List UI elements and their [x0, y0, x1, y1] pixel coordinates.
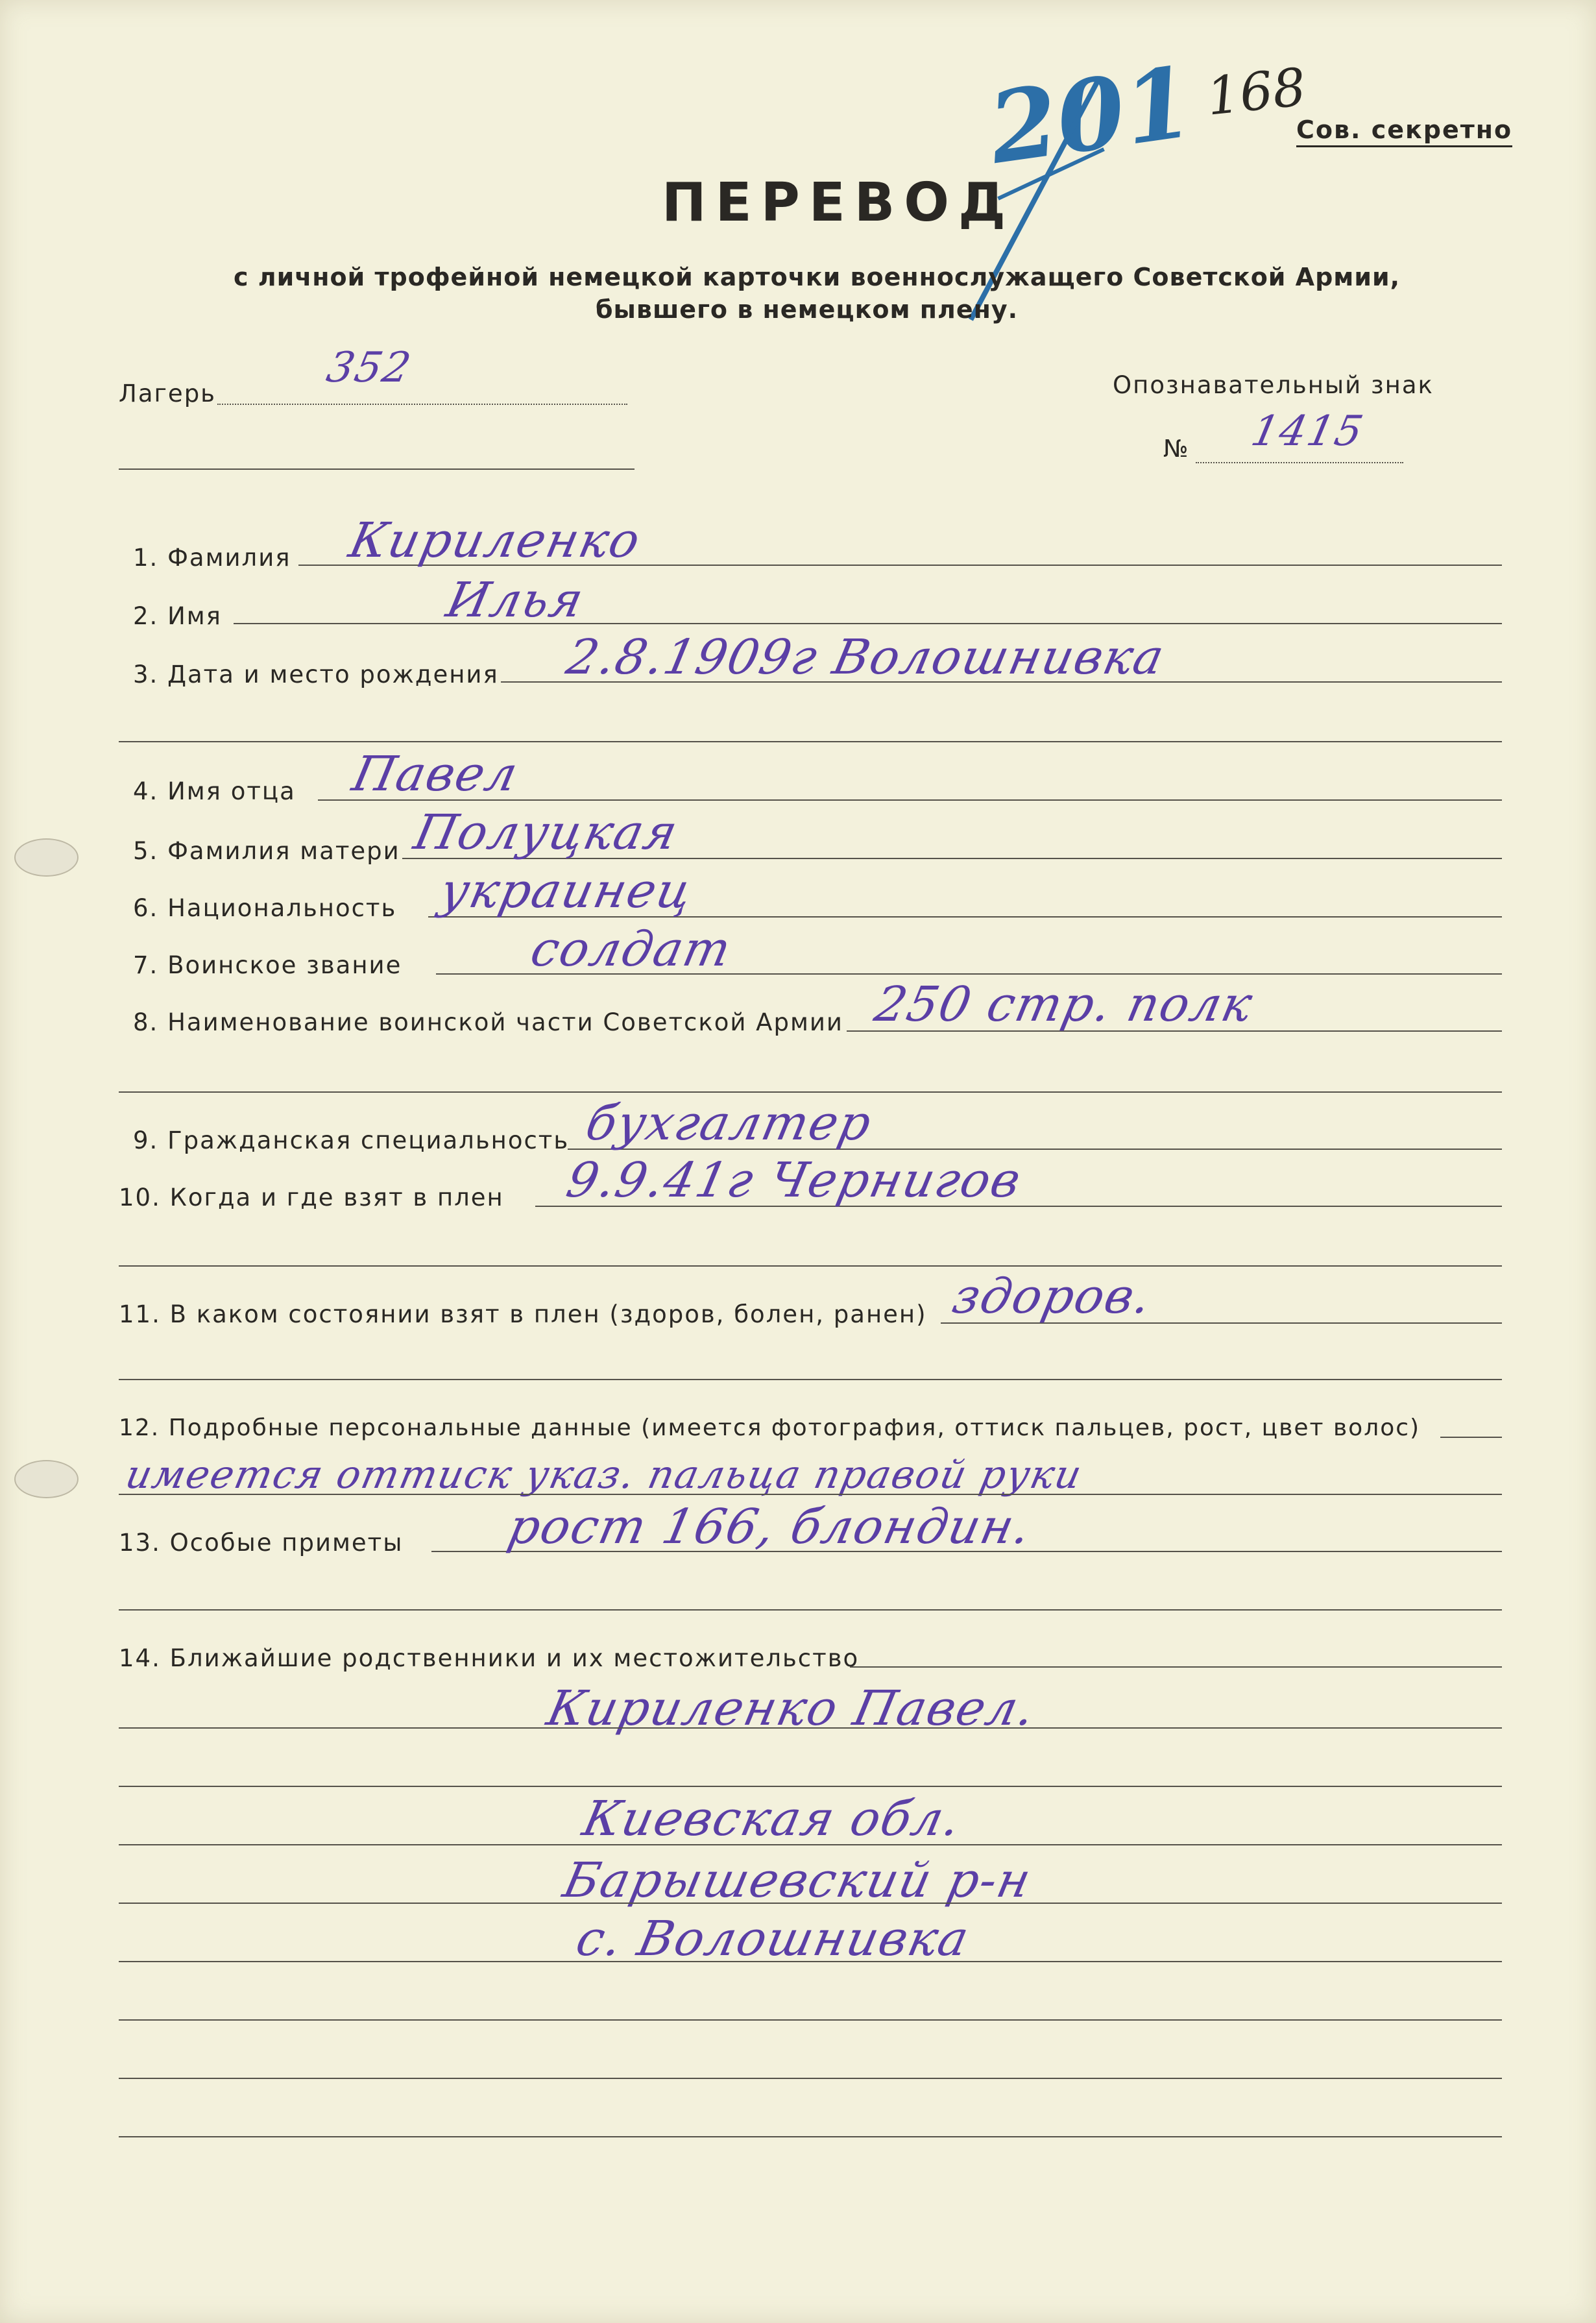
field-13-value: рост 166, блондин. [503, 1499, 1037, 1555]
field-11-line-2 [119, 1379, 1502, 1380]
field-9-value: бухгалтер [581, 1095, 877, 1151]
camp-line [217, 404, 627, 405]
field-12-line [1440, 1437, 1502, 1438]
field-11-value: здоров. [947, 1269, 1157, 1324]
field-12-line-2 [119, 1494, 1502, 1495]
camp-line-2 [119, 468, 635, 470]
relatives-line-1 [119, 1727, 1502, 1729]
document-subtitle-2: бывшего в немецком плену. [596, 295, 1019, 324]
relatives-line-7 [119, 2078, 1502, 2079]
relatives-line-5 [119, 1961, 1502, 1962]
field-2-line [234, 623, 1502, 624]
field-3-label: 3. Дата и место рождения [133, 661, 499, 688]
field-14-label: 14. Ближайшие родственники и их местожительство [119, 1644, 860, 1672]
field-6-value: украинец [435, 863, 698, 919]
field-2-value: Илья [441, 572, 590, 628]
field-3-value: 2.8.1909г Волошнивка [561, 629, 1170, 685]
camp-value: 352 [322, 344, 417, 392]
field-6-label: 6. Национальность [133, 894, 397, 922]
field-1-label: 1. Фамилия [133, 544, 291, 572]
field-12-label: 12. Подробные персональные данные (имеется фотография, оттиск пальцев, рост, цвет волос) [119, 1415, 1421, 1441]
field-13-line-2 [119, 1609, 1502, 1611]
relatives-line-3 [119, 1844, 1502, 1845]
relatives-line-6 [119, 2019, 1502, 2021]
field-10-value: 9.9.41г Чернигов [561, 1152, 1027, 1208]
field-5-label: 5. Фамилия матери [133, 837, 400, 865]
field-7-label: 7. Воинское звание [133, 951, 402, 979]
punch-hole-top [14, 838, 79, 877]
field-10-line-2 [119, 1265, 1502, 1267]
archive-number-crossed: 201 [982, 45, 1200, 186]
field-8-label: 8. Наименование воинской части Советской Армии [133, 1008, 843, 1036]
relatives-address-2: Барышевский р-н [558, 1853, 1037, 1908]
field-3-line-2 [119, 741, 1502, 742]
field-10-label: 10. Когда и где взят в плен [119, 1184, 504, 1211]
relatives-address-1: Киевская обл. [577, 1791, 967, 1847]
relatives-address-3: с. Волошнивка [571, 1911, 975, 1967]
field-12-value: имеется оттиск указ. пальца правой руки [121, 1452, 1087, 1498]
relatives-name: Кириленко Павел. [542, 1681, 1041, 1736]
field-4-label: 4. Имя отца [133, 777, 296, 805]
id-tag-no-label: № [1163, 435, 1190, 463]
field-11-label: 11. В каком состоянии взят в плен (здоров, болен, ранен) [119, 1300, 927, 1328]
field-8-value: 250 стр. полк [869, 977, 1259, 1032]
field-4-value: Павел [347, 746, 524, 802]
document-title: ПЕРЕВОД [662, 172, 1015, 234]
camp-label: Лагерь [119, 380, 216, 407]
relatives-line-2 [119, 1786, 1502, 1787]
field-13-label: 13. Особые приметы [119, 1529, 404, 1557]
document-subtitle-1: с личной трофейной немецкой карточки военнослужащего Советской Армии, [234, 263, 1401, 291]
relatives-line-4 [119, 1903, 1502, 1904]
archive-number: 168 [1203, 56, 1309, 127]
field-8-line-2 [119, 1091, 1502, 1093]
id-tag-value: 1415 [1247, 407, 1368, 456]
field-9-label: 9. Гражданская специальность [133, 1126, 570, 1154]
field-7-value: солдат [526, 921, 737, 977]
id-tag-line [1196, 462, 1403, 463]
classification-stamp: Сов. секретно [1296, 116, 1512, 147]
field-1-value: Кириленко [344, 513, 646, 568]
relatives-line-8 [119, 2136, 1502, 2137]
field-2-label: 2. Имя [133, 602, 222, 630]
punch-hole-bottom [14, 1460, 79, 1498]
field-14-line [850, 1666, 1502, 1668]
id-tag-label: Опознавательный знак [1113, 371, 1434, 399]
field-5-value: Полуцкая [409, 805, 684, 860]
